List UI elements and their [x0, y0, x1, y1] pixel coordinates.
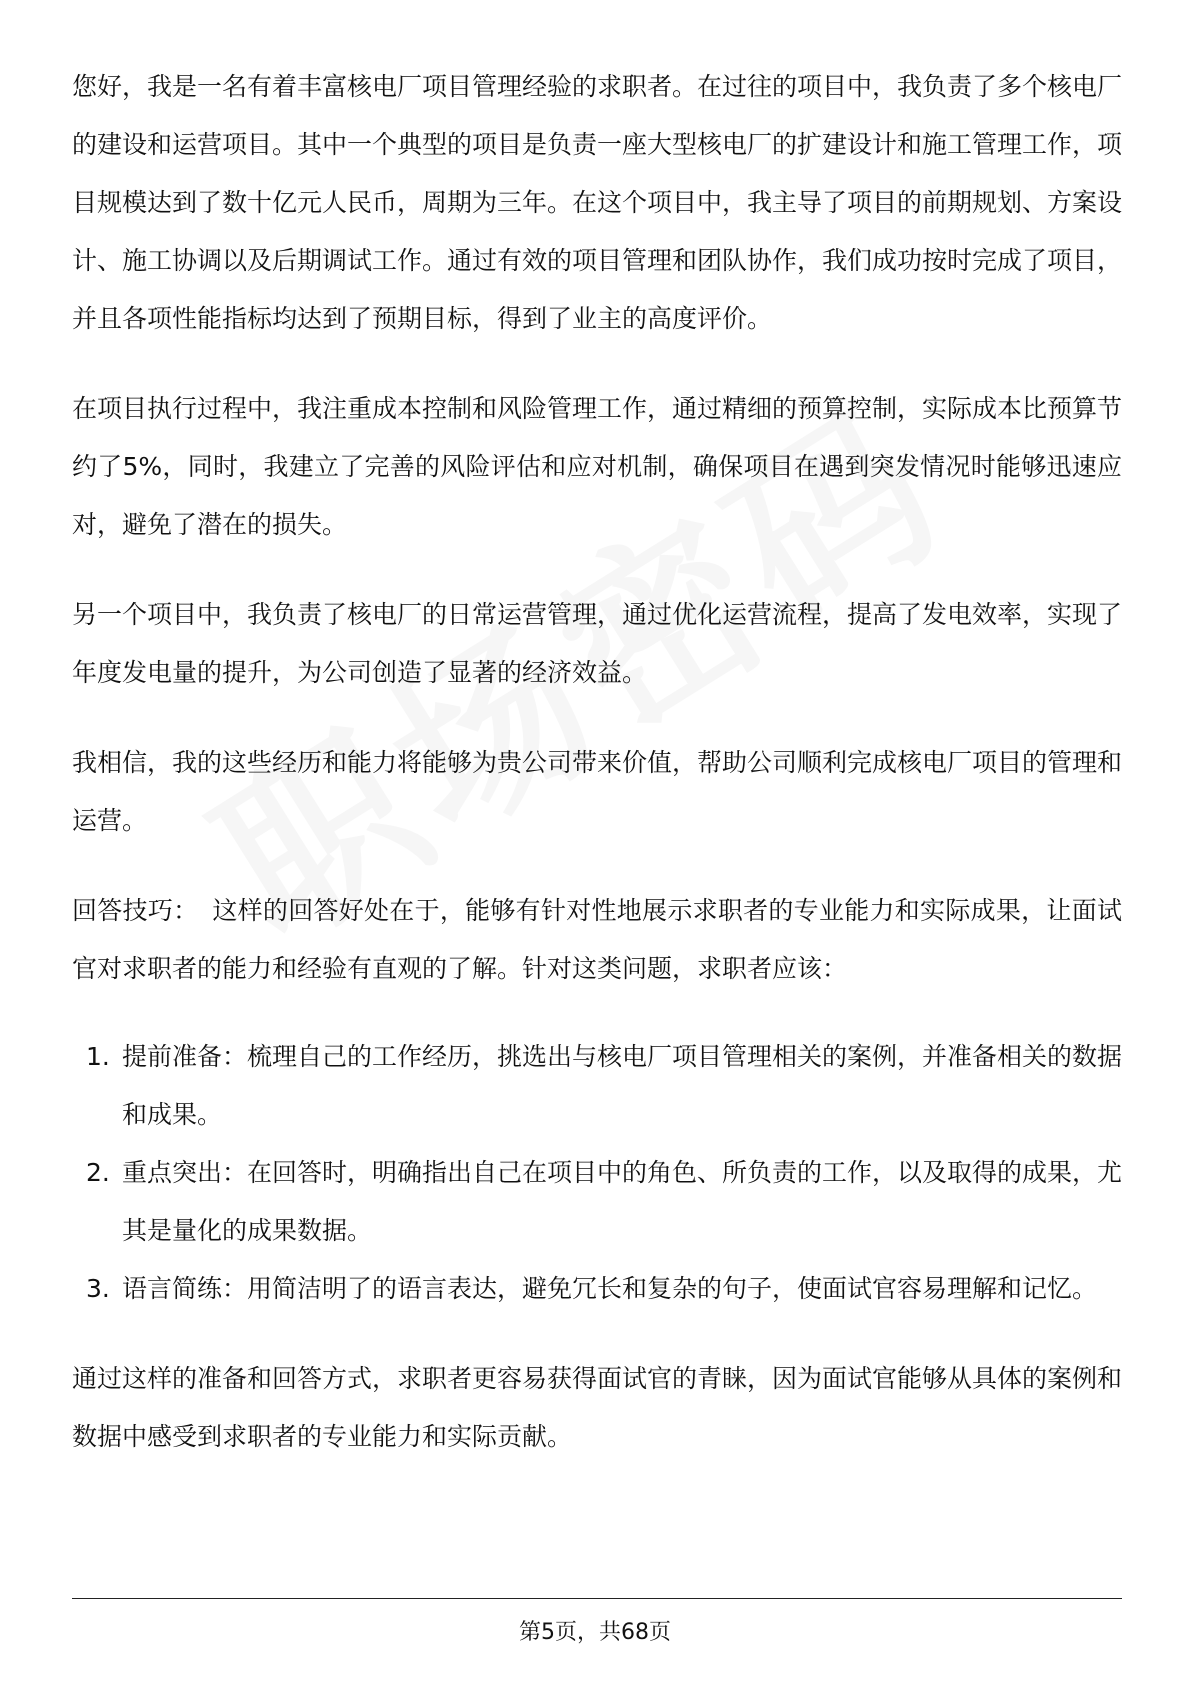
- list-item: 语言简练：用简洁明了的语言表达，避免冗长和复杂的句子，使面试官容易理解和记忆。: [122, 1274, 1098, 1303]
- list-item: 提前准备：梳理自己的工作经历，挑选出与核电厂项目管理相关的案例，并准备相关的数据和成果。: [122, 1042, 1123, 1129]
- document-body: [72, 58, 1122, 1466]
- tips-list: [72, 1028, 1122, 1318]
- list-item: 重点突出：在回答时，明确指出自己在项目中的角色、所负责的工作，以及取得的成果，尤其是量化的成果数据。: [122, 1158, 1123, 1245]
- tips-text: 这样的回答好处在于，能够有针对性地展示求职者的专业能力和实际成果，让面试官对求职者的能力和经验有直观的了解。针对这类问题，求职者应该：: [72, 896, 1122, 983]
- tips-label: 回答技巧：: [72, 896, 199, 925]
- paragraph-tips: [72, 882, 1122, 998]
- paragraph-operations: 另一个项目中，我负责了核电厂的日常运营管理，通过优化运营流程，提高了发电效率，实现了年度发电量的提升，为公司创造了显著的经济效益。: [72, 600, 1123, 687]
- paragraph-intro: 您好，我是一名有着丰富核电厂项目管理经验的求职者。在过往的项目中，我负责了多个核电厂的建设和运营项目。其中一个典型的项目是负责一座大型核电厂的扩建设计和施工管理工作，项目规模达到了数十亿元人民币，周期为三年。在这个项目中，我主导了项目的前期规划、方案设计、施工协调以及后期调试工作。通过有效的项目管理和团队协作，我们成功按时完成了项目，并且各项性能指标均达到了预期目标，得到了业主的高度评价。: [72, 72, 1123, 333]
- page-indicator: 第5页，共68页: [519, 1620, 671, 1645]
- footer-divider: [72, 1598, 1122, 1599]
- paragraph-closing: 我相信，我的这些经历和能力将能够为贵公司带来价值，帮助公司顺利完成核电厂项目的管理和运营。: [72, 748, 1123, 835]
- paragraph-cost-control: 在项目执行过程中，我注重成本控制和风险管理工作，通过精细的预算控制，实际成本比预算节约了5%，同时，我建立了完善的风险评估和应对机制，确保项目在遇到突发情况时能够迅速应对，避免了潜在的损失。: [72, 394, 1123, 539]
- paragraph-conclusion: 通过这样的准备和回答方式，求职者更容易获得面试官的青睐，因为面试官能够从具体的案例和数据中感受到求职者的专业能力和实际贡献。: [72, 1364, 1123, 1451]
